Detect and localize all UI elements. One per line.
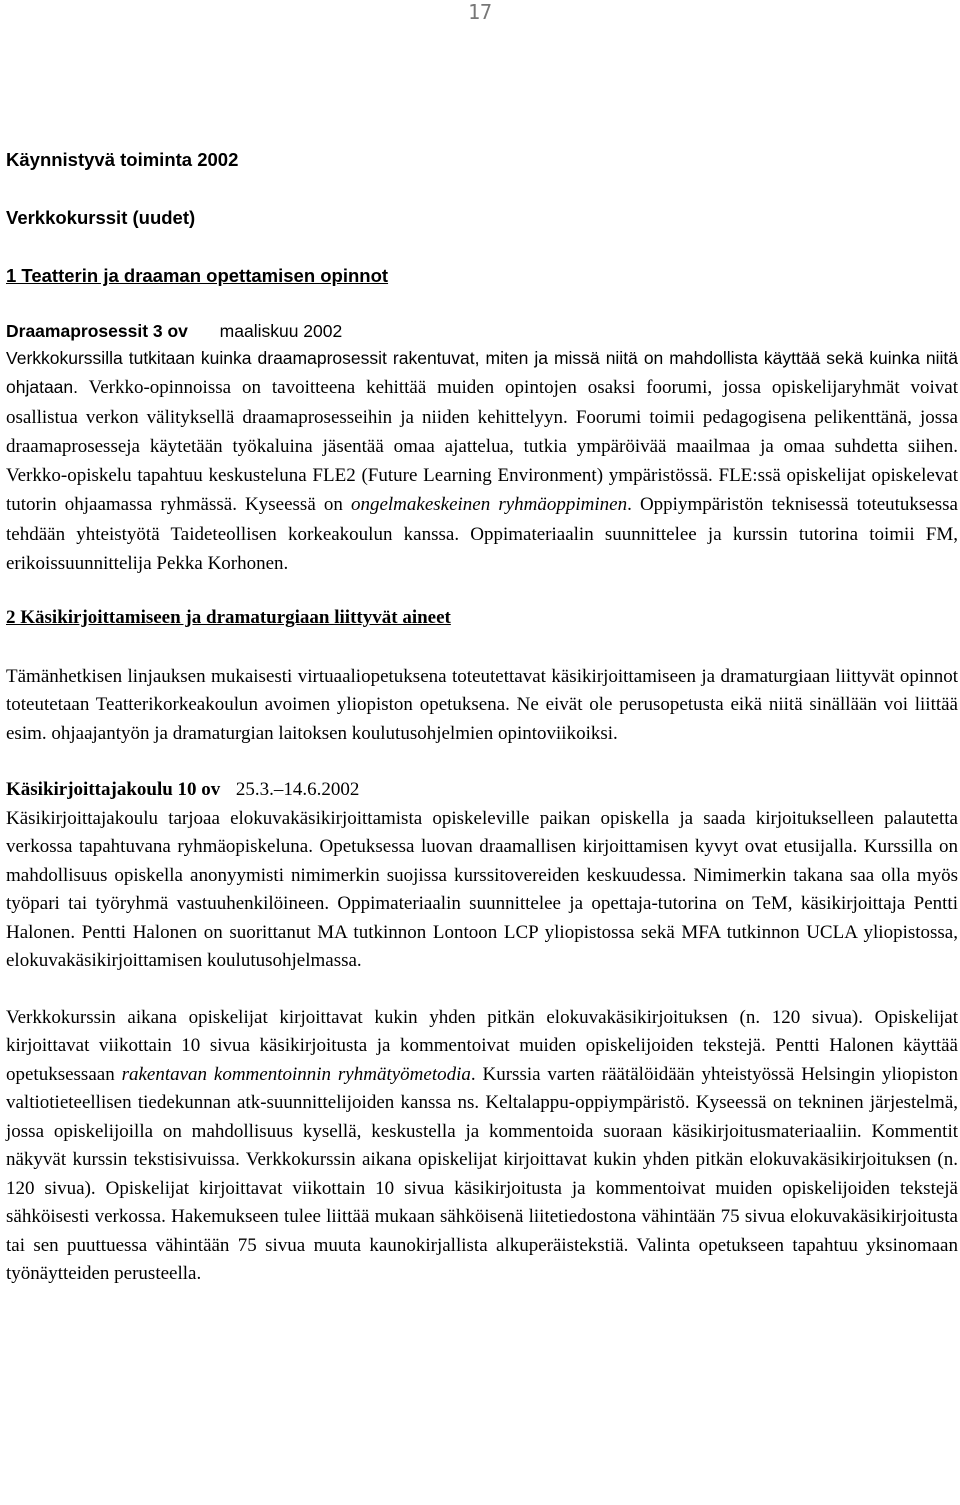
course-1-desc-end: . Oppiympäristön teknisessä toteutuksessa tehdään yhteistyötä Taideteollisen korkeakoulun kanssa. Oppimateriaalin suunnittelee ja kurssin tutorina toimii FM, erikoissuunnittelija Pekka Korhonen.	[6, 494, 958, 575]
heading-kaynnistyva-toiminta: Käynnistyvä toiminta 2002	[6, 149, 239, 170]
course-2-details	[6, 1004, 958, 1289]
course-draamaprosessit	[6, 318, 958, 578]
course-kasikirjoittajakoulu	[6, 776, 958, 1289]
course-2-details-end: . Kurssia varten räätälöidään yhteistyössä Helsingin yliopiston valtiotieteellisen tiedekunnan atk-suunnittelijoiden kanssa ns. Keltalappu-oppiympäristö. Kyseessä on tekninen järjestelmä, jossa opiskelijoilla on mahdollisuus kysellä, keskustella ja kommentoida suoraan käsikirjoitusmateriaaliin. Kommentit näkyvät kurssin tekstisivuissa. Verkkokurssin aikana opiskelijat kirjoittavat kukin yhden pitkän elokuvakäsikirjoituksen (n. 120 sivua). Opiskelijat kirjoittavat viikottain 10 sivua käsikirjoitusta ja kommentoivat muiden opiskelijoiden tekstejä sähköisesti verkossa. Hakemukseen tulee liittää mukaan sähköisenä liitetiedostona vähintään 75 sivua elokuvakäsikirjoitusta tai sen puuttuessa vähintään 75 sivua muuta kaunokirjallista alkuperäistekstiä. Valinta opetukseen tapahtuu yksinomaan työnäytteiden perusteella.	[6, 1063, 958, 1285]
section-2-intro: Tämänhetkisen linjauksen mukaisesti virtuaaliopetuksena toteutettavat käsikirjoittamiseen ja dramaturgiaan liittyvät opinnot toteutetaan Teatterikorkeakoulun avoimen yliopiston opetuksena. Ne eivät ole perusopetusta eikä niitä sinällään voi liittää esim. ohjaajantyön ja dramaturgian laitoksen koulutusohjelmien opintoviikoiksi.	[6, 665, 958, 744]
course-1-desc-italic: ongelmakeskeinen ryhmäoppiminen	[350, 494, 628, 516]
heading-section-1: 1 Teatterin ja draaman opettamisen opinnot	[6, 265, 389, 286]
page-number: 17	[467, 0, 493, 24]
course-1-description	[6, 344, 958, 578]
course-2-details-start: Verkkokurssin aikana opiskelijat kirjoittavat kukin yhden pitkän elokuvakäsikirjoituksen (n. 120 sivua). Opiskelijat kirjoittavat viikottain 10 sivua käsikirjoitusta ja kommentoivat muiden opiskelijoiden tekstejä. Pentti Halonen käyttää opetuksessaan	[6, 1006, 958, 1085]
heading-verkkokurssit: Verkkokurssit (uudet)	[6, 207, 196, 228]
course-1-desc-main: Verkko-opinnoissa on tavoitteena kehittää muiden opintojen osaksi foorumi, jossa opiskelijaryhmät voivat osallistua verkon välityksellä draamaprosesseihin ja niiden kehittelyyn. Foorumi toimii pedagogisena pelikenttänä, jossa draamaprosesseja käytetään työkaluina jäsentää omaa ajattelua, tutkia ympäröivää maailmaa ja omaa suhdetta siihen. Verkko-opiskelu tapahtuu keskusteluna FLE2 (Future Learning Environment) ympäristössä. FLE:ssä opiskelijat opiskelevat tutorin ohjaamassa ryhmässä. Kyseessä on	[6, 377, 958, 516]
course-2-title: Käsikirjoittajakoulu 10 ov	[6, 779, 221, 801]
course-2-details-italic: rakentavan kommentoinnin ryhmätyömetodia	[121, 1063, 471, 1085]
course-1-date: maaliskuu 2002	[219, 321, 343, 341]
course-2-description: Käsikirjoittajakoulu tarjoaa elokuvakäsikirjoittamista opiskeleville paikan opiskella ja saada kirjoitukselleen palautetta verkossa tapahtuvana ryhmäopiskeluna. Opetuksessa luovan draamallisen kirjoittamisen kyvyt ovat etusijalla. Kurssilla on mahdollisuus opiskella anonyymisti nimimerkin suojissa kurssitovereiden keskuudessa. Nimimerkin takana saa olla myös työpari tai työryhmä vastuuhenkilöineen. Oppimateriaalin suunnittelee ja opettaja-tutorina on TeM, käsikirjoittaja Pentti Halonen. Pentti Halonen on suorittanut MA tutkinnon Lontoon LCP yliopistossa sekä MFA tutkinnon UCLA yliopistossa, elokuvakäsikirjoittamisen koulutusohjelmassa.	[6, 807, 958, 972]
document-body	[6, 146, 958, 1289]
course-1-desc-sans: Verkkokurssilla tutkitaan kuinka draamaprosessit rakentuvat, miten ja missä niitä on mahdollista käyttää sekä kuinka niitä ohjataan.	[6, 348, 958, 398]
course-1-title: Draamaprosessit 3 ov	[6, 321, 188, 341]
heading-section-2: 2 Käsikirjoittamiseen ja dramaturgiaan liittyvät aineet	[6, 607, 451, 629]
course-2-date: 25.3.–14.6.2002	[235, 779, 360, 801]
